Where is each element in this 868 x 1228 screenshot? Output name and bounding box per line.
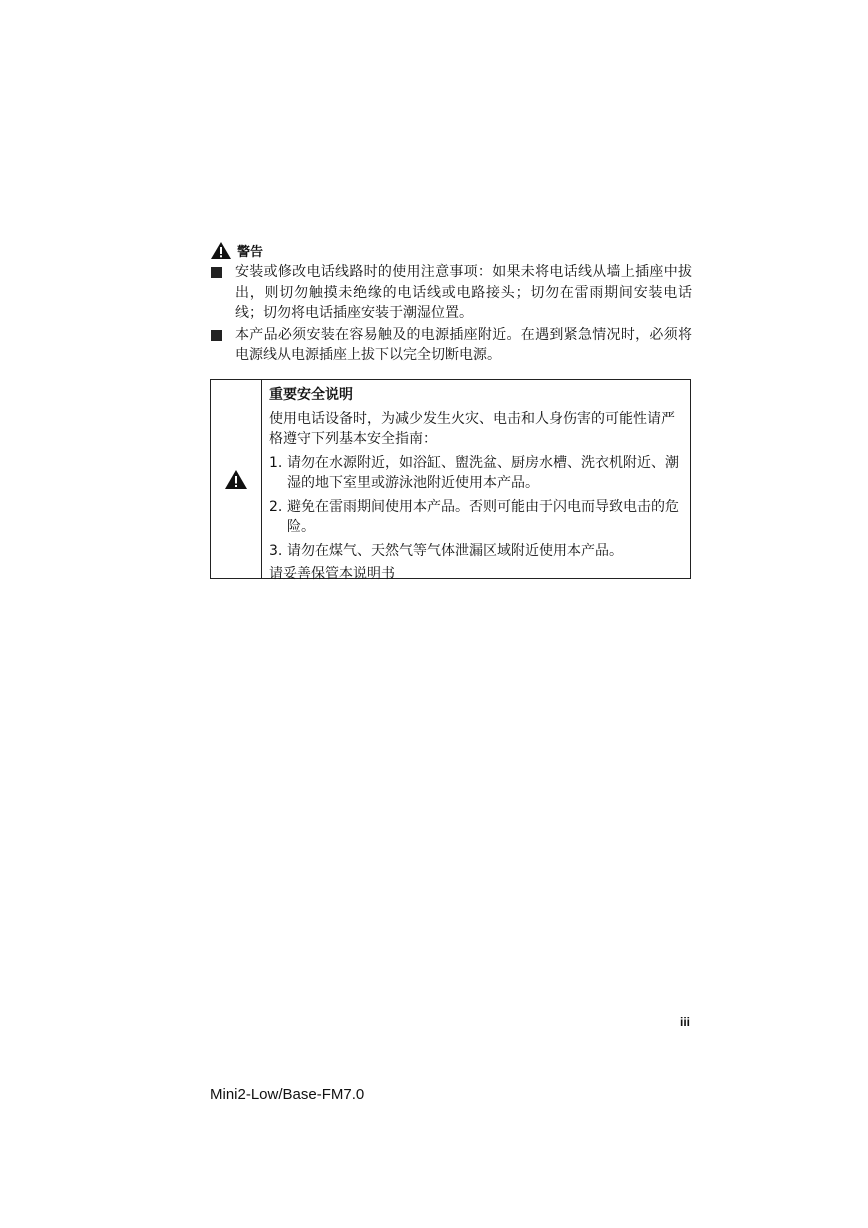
safety-item-number: 1. bbox=[269, 454, 283, 471]
model-footer: Mini2-Low/Base-FM7.0 bbox=[210, 1086, 365, 1103]
safety-title: 重要安全说明 bbox=[269, 387, 353, 403]
page-number: iii bbox=[679, 1015, 690, 1029]
warning-section bbox=[210, 239, 692, 366]
safety-instructions-box bbox=[210, 379, 691, 582]
safety-item bbox=[269, 541, 684, 562]
warning-item bbox=[210, 325, 692, 366]
warning-item bbox=[210, 262, 692, 324]
safety-item-number: 2. bbox=[269, 498, 283, 515]
safety-content bbox=[262, 380, 690, 582]
safety-footer: 请妥善保管本说明书 bbox=[269, 566, 395, 582]
safety-item-text: 请勿在煤气、天然气等气体泄漏区域附近使用本产品。 bbox=[287, 542, 623, 559]
safety-icon-cell bbox=[211, 380, 262, 578]
square-bullet-icon bbox=[211, 330, 222, 341]
warning-item-text: 本产品必须安装在容易触及的电源插座附近。在遇到紧急情况时，必须将电源线从电源插座上拔下以完全切断电源。 bbox=[235, 326, 692, 363]
safety-item bbox=[269, 497, 684, 538]
warning-title: 警告 bbox=[237, 244, 264, 260]
safety-item-text: 请勿在水源附近，如浴缸、盥洗盆、厨房水槽、洗衣机附近、潮湿的地下室里或游泳池附近使用本产品。 bbox=[287, 454, 679, 491]
safety-item-number: 3. bbox=[269, 542, 283, 559]
warning-heading bbox=[210, 239, 692, 261]
safety-item-text: 避免在雷雨期间使用本产品。否则可能由于闪电而导致电击的危险。 bbox=[287, 498, 679, 535]
safety-item bbox=[269, 453, 684, 494]
warning-triangle-icon bbox=[210, 241, 232, 260]
warning-item-text: 安装或修改电话线路时的使用注意事项：如果未将电话线从墙上插座中拔出，则切勿触摸未绝缘的电话线或电路接头；切勿在雷雨期间安装电话线；切勿将电话插座安装于潮湿位置。 bbox=[235, 264, 692, 321]
square-bullet-icon bbox=[211, 267, 222, 278]
warning-triangle-icon bbox=[224, 469, 248, 490]
safety-intro: 使用电话设备时，为减少发生火灾、电击和人身伤害的可能性请严格遵守下列基本安全指南： bbox=[269, 410, 675, 447]
